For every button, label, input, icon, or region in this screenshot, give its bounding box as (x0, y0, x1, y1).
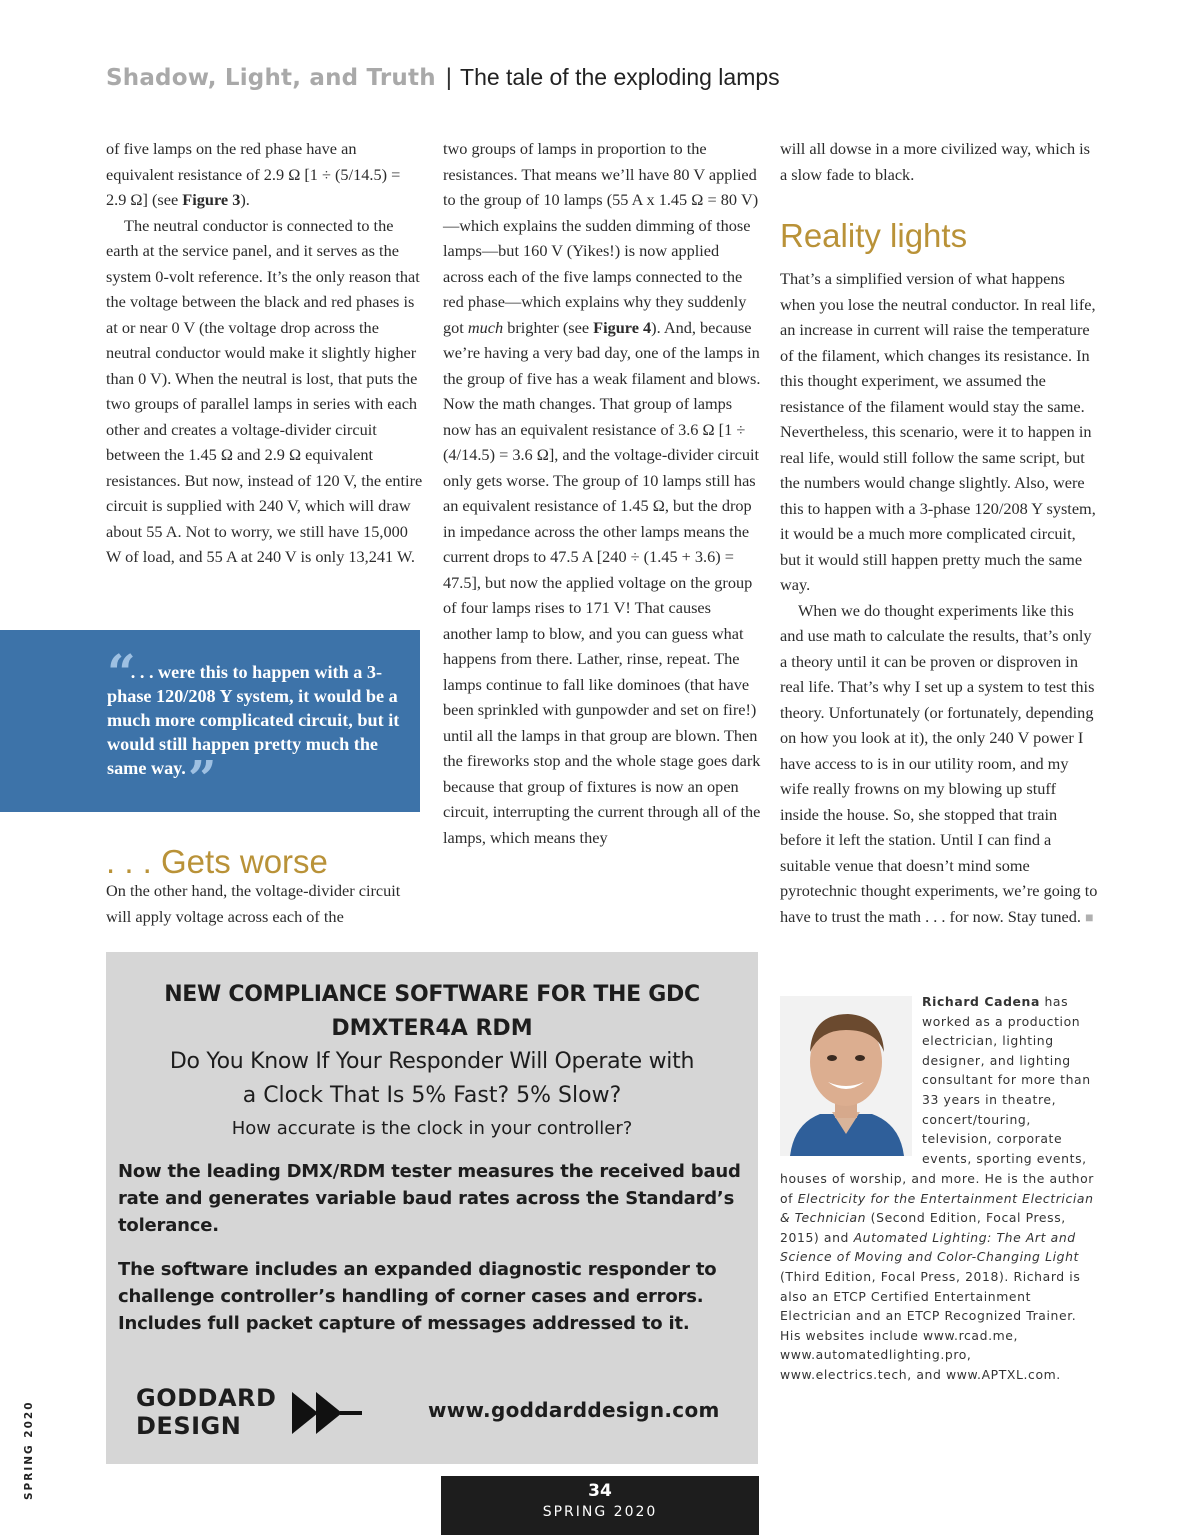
column-1-lower (106, 878, 424, 929)
author-photo (780, 996, 912, 1156)
text-run: has worked as a production electrician, lighting designer, and lighting consultant for more than 33 years in theatre, concert/touring, television, corporate events, sporting events, (922, 994, 1091, 1166)
logo-arrows-icon (292, 1388, 364, 1438)
col3-paragraph-3-text: When we do thought experiments like this and use math to calculate the results, that’s only a theory until it can be proven or disproven in real life. That’s why I set up a system to test this theory. Unfortunately (or fortunately, depending on how you look at it), the only 240 V power I have access to is in our utility room, and my wife really frowns on my blowing up stuff inside the house. So, she stopped that train before it left the station. Until I can find a suitable venue that doesn’t mind some pyrotechnic thought experiments, we’re going to have to trust the math . . . for now. Stay tuned. (780, 600, 1098, 926)
series-title: Shadow, Light, and Truth (106, 65, 436, 91)
column-1 (106, 136, 424, 570)
col1-paragraph-1 (106, 136, 424, 213)
ad-product-name: DMXTER4A RDM (331, 1016, 533, 1041)
advertisement[interactable] (106, 952, 758, 1464)
text-run: ). (240, 190, 250, 209)
side-issue-label: SPRING 2020 (23, 1400, 35, 1500)
text-run: brighter (see (503, 317, 594, 337)
text-run: Figure 4 (593, 317, 652, 337)
col2-paragraph-1 (443, 136, 761, 850)
heading-gets-worse: . . . Gets worse (106, 843, 328, 880)
running-header (106, 64, 780, 92)
text-run: (Second Edition, Focal Press, 2015) and (780, 1210, 1066, 1245)
logo-text-line-1: GODDARD (136, 1384, 277, 1412)
text-run: two groups of lamps in proportion to the resistances. That means we’ll have 80 V applied to the group of 10 lamps (55 A x 1.45 Ω = 80 V)—which explains the sudden dimming of those lamps—but 160 V (Yikes!) is now applied across each of the five lamps connected to the red phase—which explains why they suddenly got (443, 139, 759, 337)
text-run: houses of worship, and more. He is the author of (780, 1171, 1094, 1206)
text-run: of five lamps on the red phase have an equivalent resistance of 2.9 Ω [1 ÷ (5/14.5) = 2.9 Ω] (see (106, 139, 401, 209)
ad-question-line-1: Do You Know If Your Responder Will Operate with (169, 1049, 695, 1074)
page-number: 34 (588, 1481, 612, 1501)
text-run: Richard Cadena (922, 994, 1040, 1009)
text-run: Figure 3 (182, 190, 241, 209)
text-run: ). And, because we’re having a very bad day, one of the lamps in the group of five has a weak filament and blows. Now the math changes. That group of lamps now has an equivalent resistance of 3.6 Ω [1 ÷ (4/14.5) = 3.6 Ω], and the voltage-divider circuit only gets worse. The group of 10 lamps still has an equivalent resistance of 1.45 Ω, but the drop in impedance across the other lamps means the current drops to 47.5 A [240 ÷ (1.45 + 3.6) = 47.5], but now the applied voltage on the group of four lamps rises to 171 V! That causes another lamp to blow, and you can guess what happens from there. Lather, rinse, repeat. The lamps continue to fall like dominoes (that have been sprinkled with gunpowder and set on fire!) until all the lamps in that group are blown. Then the fireworks stop and the whole stage goes dark because that group of fixtures is now an open circuit, interrupting the current through all of the lamps, which means they (443, 317, 761, 847)
col3-paragraph-1: will all dowse in a more civilized way, which is a slow fade to black. (780, 139, 1091, 184)
ad-paragraph-2: The software includes an expanded diagnostic responder to challenge controller’s handling of corner cases and errors. Includes full packet capture of messages addressed to it. (118, 1259, 717, 1334)
col1-paragraph-2: The neutral conductor is connected to the earth at the service panel, and it serves as the system 0-volt reference. It’s the only reason that the voltage between the black and red phases is at or near 0 V (the voltage drop across the neutral conductor would make it slightly higher than 0 V). When the neutral is lost, that puts the two groups of parallel lamps in series with each other and creates a voltage-divider circuit between the 1.45 Ω and 2.9 Ω equivalent resistances. But now, instead of 120 V, the entire circuit is supplied with 240 V, which will draw about 55 A. Not to worry, we still have 15,000 W of load, and 55 A at 240 V is only 13,241 W. (106, 215, 423, 566)
close-quote-mark: ” (187, 749, 209, 808)
ad-question-line-2: a Clock That Is 5% Fast? 5% Slow? (242, 1083, 622, 1108)
goddard-design-logo (136, 1384, 276, 1440)
end-mark: ■ (1085, 910, 1094, 926)
author-bio-intro (922, 992, 1098, 1168)
gets-worse-paragraph: On the other hand, the voltage-divider circuit will apply voltage across each of the (106, 881, 401, 926)
article-subtitle: The tale of the exploding lamps (460, 64, 780, 90)
header-separator: | (445, 64, 453, 91)
pull-quote-text (107, 643, 412, 808)
ad-website-link[interactable]: www.goddarddesign.com (428, 1398, 720, 1422)
pull-quote (0, 630, 420, 812)
author-bio-continued (780, 1169, 1098, 1385)
issue-label: SPRING 2020 (542, 1504, 658, 1520)
logo-text-line-2: DESIGN (136, 1412, 242, 1440)
text-run: Automated Lighting: The Art and Science of Moving and Color-Changing Light (780, 1229, 1079, 1265)
ad-headline: NEW COMPLIANCE SOFTWARE FOR THE GDC (164, 982, 700, 1007)
open-quote-mark: “ (107, 643, 128, 702)
text-run: much (467, 317, 504, 337)
heading-reality-lights: Reality lights (780, 217, 968, 254)
ad-paragraph-1: Now the leading DMX/RDM tester measures the received baud rate and generates variable baud rates across the Standard’s tolerance. (118, 1161, 741, 1236)
ad-question-line-3: How accurate is the clock in your controller? (231, 1118, 633, 1139)
pull-quote-body: . . . were this to happen with a 3-phase 120/208 Y system, it would be a much more complicated circuit, but it would still happen pretty much the same way. (107, 662, 400, 778)
page-footer (441, 1476, 759, 1535)
col3-paragraph-2: That’s a simplified version of what happens when you lose the neutral conductor. In real life, an increase in current will raise the temperature of the filament, which changes its resistance. In this thought experiment, we assumed the resistance of the filament would stay the same. Nevertheless, this scenario, were it to happen in real life, would still follow the same script, but the numbers would change slightly. Also, were this to happen with a 3-phase 120/208 Y system, it would be a much more complicated circuit, but it would still happen pretty much the same way. (780, 269, 1096, 594)
text-run: (Third Edition, Focal Press, 2018). Richard is also an ETCP Certified Entertainment Electrician and an ETCP Recognized Trainer. His websites include www.rcad.me, www.automatedlighting.pro, www.electrics.tech, and www.APTXL.com. (780, 1268, 1081, 1382)
text-run: Electricity for the Entertainment Electrician & Technician (780, 1190, 1094, 1226)
column-2 (443, 136, 761, 850)
col3-paragraph-3 (780, 598, 1098, 932)
